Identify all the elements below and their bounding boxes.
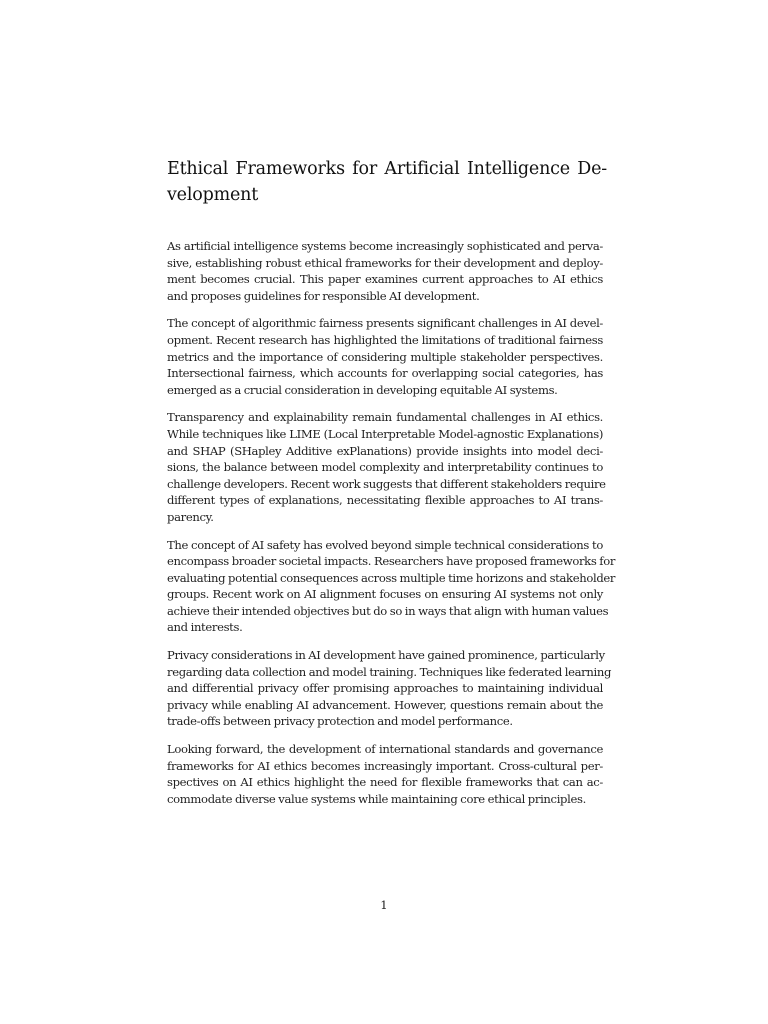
text-line: parency. bbox=[167, 509, 214, 524]
page-number: 1 bbox=[380, 898, 388, 912]
paragraph-looking-forward bbox=[167, 741, 603, 807]
text-line: sive, establishing robust ethical frameworks for their development and deploy- bbox=[167, 255, 603, 270]
text-line: and SHAP (SHapley Additive exPlanations) provide insights into model deci- bbox=[167, 443, 603, 458]
text-line: privacy while enabling AI advancement. However, questions remain about the bbox=[167, 697, 603, 712]
text-line: and proposes guidelines for responsible AI development. bbox=[167, 288, 480, 303]
text-line: emerged as a crucial consideration in developing equitable AI systems. bbox=[167, 382, 558, 397]
text-line: challenge developers. Recent work suggests that different stakeholders require bbox=[167, 476, 606, 491]
text-line: metrics and the importance of considering multiple stakeholder perspectives. bbox=[167, 349, 603, 364]
paragraph-algorithmic-fairness bbox=[167, 315, 603, 398]
text-line: ment becomes crucial. This paper examines current approaches to AI ethics bbox=[167, 272, 603, 287]
text-line: opment. Recent research has highlighted the limitations of traditional fairness bbox=[167, 332, 603, 347]
paragraph-privacy bbox=[167, 647, 612, 730]
title-line: velopment bbox=[167, 185, 259, 205]
title-line: Ethical Frameworks for Artificial Intelligence De- bbox=[167, 159, 607, 179]
document-title bbox=[167, 156, 607, 208]
text-line: Privacy considerations in AI development have gained prominence, particularly bbox=[167, 648, 605, 663]
text-line: groups. Recent work on AI alignment focuses on ensuring AI systems not only bbox=[167, 587, 603, 602]
text-line: The concept of AI safety has evolved beyond simple technical considerations to bbox=[167, 537, 603, 552]
text-line: trade-offs between privacy protection and model performance. bbox=[167, 714, 513, 729]
text-line: Transparency and explainability remain fundamental challenges in AI ethics. bbox=[167, 410, 603, 425]
text-line: achieve their intended objectives but do so in ways that align with human values bbox=[167, 603, 609, 618]
text-line: regarding data collection and model training. Techniques like federated learning bbox=[167, 664, 612, 679]
text-line: spectives on AI ethics highlight the need for flexible frameworks that can ac- bbox=[167, 775, 603, 790]
text-line: Intersectional fairness, which accounts for overlapping social categories, has bbox=[167, 366, 603, 381]
text-line: While techniques like LIME (Local Interpretable Model-agnostic Explanations) bbox=[167, 426, 603, 441]
text-line: sions, the balance between model complexity and interpretability continues to bbox=[167, 460, 603, 475]
text-line: frameworks for AI ethics becomes increasingly important. Cross-cultural per- bbox=[167, 758, 603, 773]
text-line: and differential privacy offer promising approaches to maintaining individual bbox=[167, 681, 603, 696]
text-line: commodate diverse value systems while maintaining core ethical principles. bbox=[167, 791, 586, 806]
text-line: evaluating potential consequences across multiple time horizons and stakeholder bbox=[167, 570, 616, 585]
paragraph-transparency bbox=[167, 409, 606, 525]
paragraph-introduction bbox=[167, 238, 603, 304]
paragraph-ai-safety bbox=[167, 537, 616, 637]
text-line: different types of explanations, necessitating flexible approaches to AI trans- bbox=[167, 493, 603, 508]
text-line: The concept of algorithmic fairness presents significant challenges in AI devel- bbox=[167, 316, 603, 331]
text-line: As artificial intelligence systems become increasingly sophisticated and perva- bbox=[167, 239, 603, 253]
text-line: encompass broader societal impacts. Researchers have proposed frameworks for bbox=[167, 554, 616, 569]
text-line: and interests. bbox=[167, 620, 243, 635]
body-text bbox=[167, 238, 616, 818]
text-line: Looking forward, the development of international standards and governance bbox=[167, 742, 603, 757]
